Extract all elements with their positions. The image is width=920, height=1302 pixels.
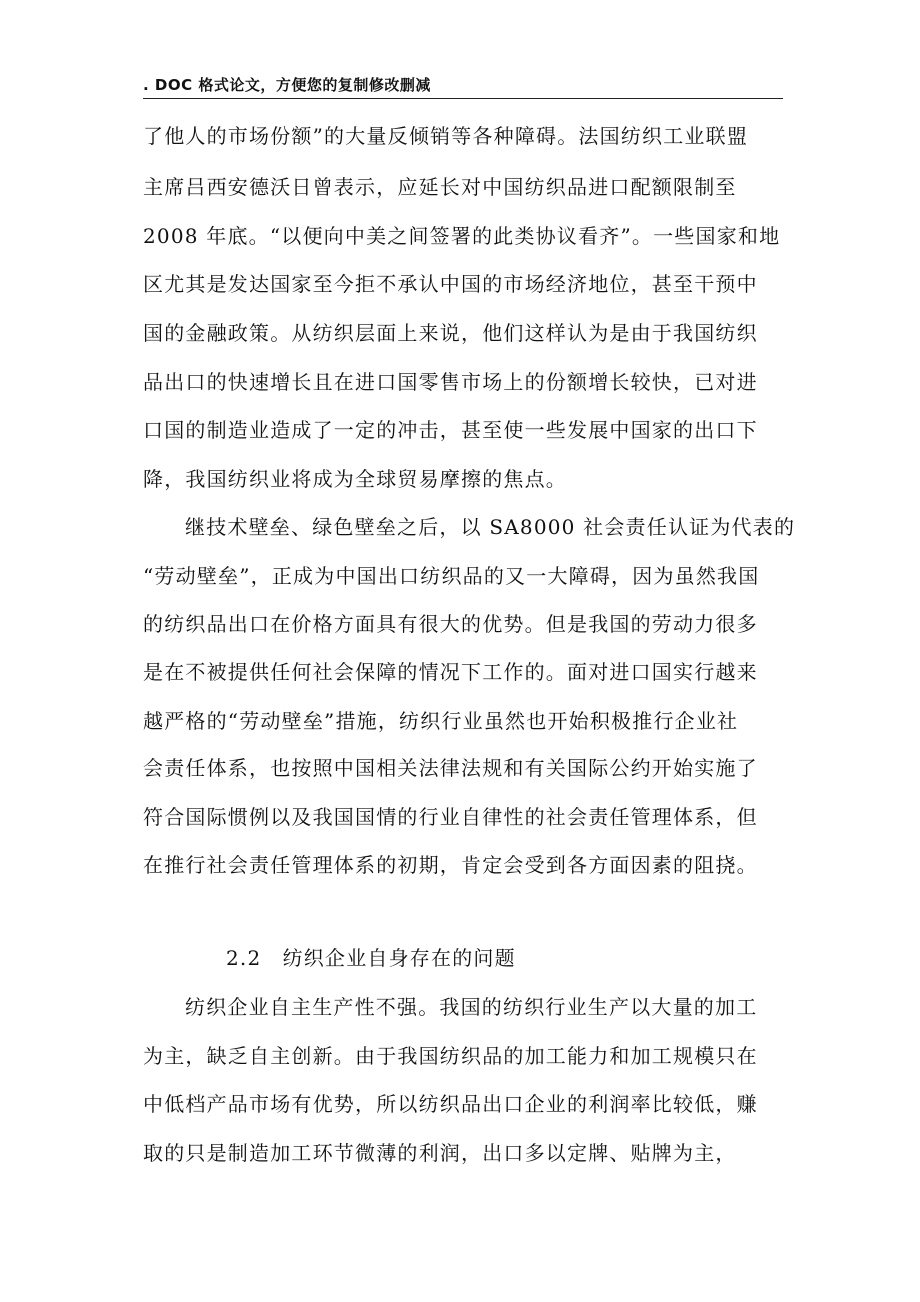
paragraph-line: 口国的制造业造成了一定的冲击，甚至使一些发展中国家的出口下 [143,418,758,442]
paragraph-line: 是在不被提供任何社会保障的情况下工作的。面对进口国实行越来 [143,660,758,684]
paragraph-line: 继技术壁垒、绿色壁垒之后，以 SA8000 社会责任认证为代表的 [185,515,796,539]
paragraph-line: 纺织企业自主生产性不强。我国的纺织行业生产以大量的加工 [185,995,758,1019]
paragraph-line: 降，我国纺织业将成为全球贸易摩擦的焦点。 [143,467,567,491]
paragraph-line: 了他人的市场份额”的大量反倾销等各种障碍。法国纺织工业联盟 [143,124,749,148]
paragraph-line: 为主，缺乏自主创新。由于我国纺织品的加工能力和加工规模只在 [143,1044,758,1068]
paragraph-line: “劳动壁垒”，正成为中国出口纺织品的又一大障碍，因为虽然我国 [143,564,760,588]
paragraph-line: 区尤其是发达国家至今拒不承认中国的市场经济地位，甚至干预中 [143,272,758,296]
paragraph-line: 取的只是制造加工环节微薄的利润，出口多以定牌、贴牌为主， [143,1141,737,1165]
paragraph-line: 越严格的“劳动壁垒”措施，纺织行业虽然也开始积极推行企业社 [143,709,739,733]
header-title: . DOC 格式论文，方便您的复制修改删减 [143,76,431,94]
paragraph-line: 2008 年底。“以便向中美之间签署的此类协议看齐”。一些国家和地 [143,224,781,248]
paragraph-line: 主席吕西安德沃日曾表示，应延长对中国纺织品进口配额限制至 [143,175,737,199]
paragraph-line: 符合国际惯例以及我国国情的行业自律性的社会责任管理体系，但 [143,805,758,829]
paragraph-line: 会责任体系，也按照中国相关法律法规和有关国际公约开始实施了 [143,756,758,780]
paragraph-line: 在推行社会责任管理体系的初期，肯定会受到各方面因素的阻挠。 [143,853,758,877]
paragraph-line: 品出口的快速增长且在进口国零售市场上的份额增长较快，已对进 [143,370,758,394]
page-header [143,72,783,99]
section-heading: 2.2 纺织企业自身存在的问题 [226,946,516,970]
paragraph-line: 的纺织品出口在价格方面具有很大的优势。但是我国的劳动力很多 [143,612,758,636]
paragraph-line: 中低档产品市场有优势，所以纺织品出口企业的利润率比较低，赚 [143,1092,758,1116]
paragraph-line: 国的金融政策。从纺织层面上来说，他们这样认为是由于我国纺织 [143,321,758,345]
